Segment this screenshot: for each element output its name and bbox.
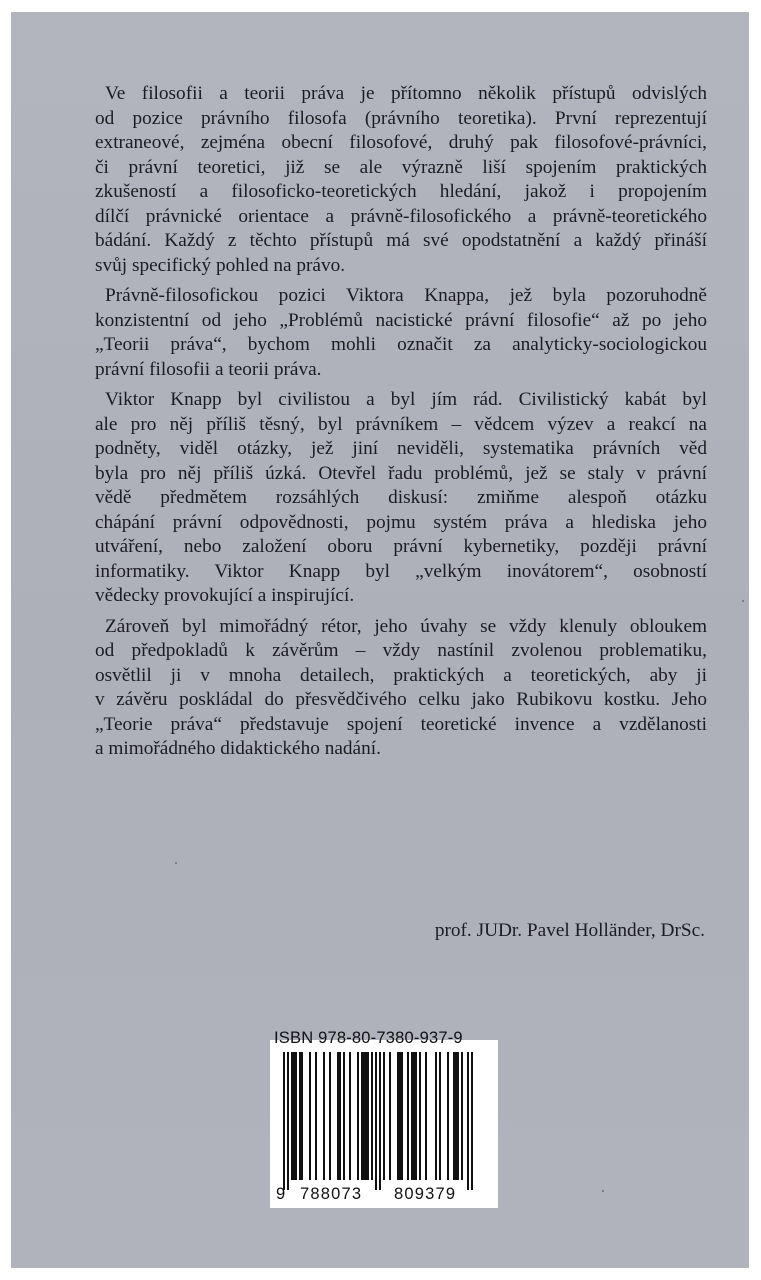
text-line: v závěru poskládal do přesvědčivého celku jako Rubikovu kostku. Jeho [95,689,707,710]
barcode-bar [343,1052,345,1180]
text-line: osvětlil ji v mnoha detailech, praktických a teoretických, aby ji [95,664,707,686]
text-line: bádání. Každý z těchto přístupů má své opodstatnění a každý přináší [95,230,707,251]
barcode-bar [401,1052,403,1180]
text-line: byla pro něj příliš úzká. Otevřel řadu problémů, jež se staly v právní [95,462,707,484]
barcode-bar [367,1052,369,1180]
barcode-bar [389,1052,391,1180]
text-line: či právní teoretici, již se ale výrazně liší spojením praktických [95,156,707,178]
isbn-label: ISBN 978-80-7380-937-9 [274,1029,463,1047]
text-line: utváření, nebo založení oboru právní kybernetiky, později právní [95,536,707,557]
barcode-bar [407,1052,409,1180]
barcode-bar [457,1052,459,1180]
barcode-bars [283,1052,483,1192]
barcode-bar [357,1052,359,1180]
barcode-bar [301,1052,303,1180]
paragraph-3 [95,388,707,609]
paragraph-1 [95,82,707,278]
print-speck [175,862,177,864]
barcode-bar [361,1052,363,1180]
barcode-bar [315,1052,317,1180]
text-line: právní filosofii a teorii práva. [95,358,322,380]
barcode-bar [309,1052,311,1180]
barcode-bar [349,1052,351,1180]
text-line: podněty, viděl otázky, jež jiní neviděli, systematika právních věd [95,438,707,459]
text-line: zkušeností a filosoficko-teoretických hledání, jakož i propojením [95,181,707,202]
text-line: od pozice právního filosofa (právního teoretika). První reprezentují [95,107,707,129]
barcode-bar [453,1052,455,1180]
barcode-bar [283,1052,285,1190]
text-line: svůj specifický pohled na právo. [95,254,346,276]
barcode-bar [329,1052,331,1180]
text-line: Ve filosofii a teorii práva je přítomno několik přístupů odvislých [105,83,707,104]
barcode-bar [415,1052,417,1180]
barcode-bar [397,1052,399,1180]
barcode-digits-right: 809379 [394,1185,457,1203]
barcode-bar [467,1052,469,1190]
barcode-bar [471,1052,473,1190]
barcode-bar [461,1052,463,1180]
barcode-bar [455,1052,457,1180]
barcode-bar [291,1052,293,1180]
print-speck [742,600,744,602]
text-line: Viktor Knapp byl civilistou a byl jím rád. Civilistický kabát byl [105,389,707,410]
barcode-bar [447,1052,449,1180]
text-line: „Teorii práva“, bychom mohli označit za analyticky-sociologickou [95,334,707,355]
barcode-bar [375,1052,377,1190]
text-line: dílčí právnické orientace a právně-filosofického a právně-teoretického [95,205,707,227]
text-line: informatiky. Viktor Knapp byl „velkým inovátorem“, osobností [95,560,707,582]
barcode-bar [371,1052,373,1180]
paragraph-2 [95,284,707,382]
barcode-bar [337,1052,339,1180]
text-line: extraneové, zejména obecní filosofové, druhý pak filosofové-právníci, [95,132,707,153]
barcode-digits-left: 788073 [300,1185,363,1203]
barcode-bar [411,1052,413,1180]
barcode-bar [413,1052,415,1180]
barcode-bar [399,1052,401,1180]
paragraph-4 [95,615,707,762]
barcode-bar [435,1052,437,1180]
text-line: Zároveň byl mimořádný rétor, jeho úvahy se vždy klenuly obloukem [105,615,707,637]
print-speck [602,1190,604,1192]
text-line: vědecky provokující a inspirující. [95,585,355,606]
barcode-bar [379,1052,381,1190]
barcode-bar [287,1052,289,1190]
barcode-bar [295,1052,297,1180]
barcode-digit-lead: 9 [276,1185,287,1203]
text-line: Právně-filosofickou pozici Viktora Knappa, jež byla pozoruhodně [105,285,707,306]
barcode-bar [425,1052,427,1180]
barcode-bar [365,1052,367,1180]
text-line: od předpokladů k závěrům – vždy nastínil zvolenou problematiku, [95,640,707,661]
author-signature: prof. JUDr. Pavel Holländer, DrSc. [434,920,705,941]
text-line: konzistentní od jeho „Problémů nacistické právní filosofie“ až po jeho [95,309,707,331]
barcode-bar [363,1052,365,1180]
blurb-text [95,82,707,768]
barcode-bar [383,1052,385,1180]
text-line: ale pro něj příliš těsný, byl právníkem – vědcem výzev a reakcí na [95,413,707,435]
barcode-bar [439,1052,441,1180]
barcode-bar [293,1052,295,1180]
text-line: vědě předmětem rozsáhlých diskusí: zmiňme alespoň otázku [95,487,707,508]
text-line: a mimořádného didaktického nadání. [95,738,381,759]
barcode-bar [419,1052,421,1180]
barcode-bar [323,1052,325,1180]
text-line: chápání právní odpovědnosti, pojmu systém práva a hlediska jeho [95,511,707,533]
barcode-bar [339,1052,341,1180]
barcode-bar [299,1052,301,1180]
text-line: „Teorie práva“ představuje spojení teoretické invence a vzdělanosti [95,713,707,735]
